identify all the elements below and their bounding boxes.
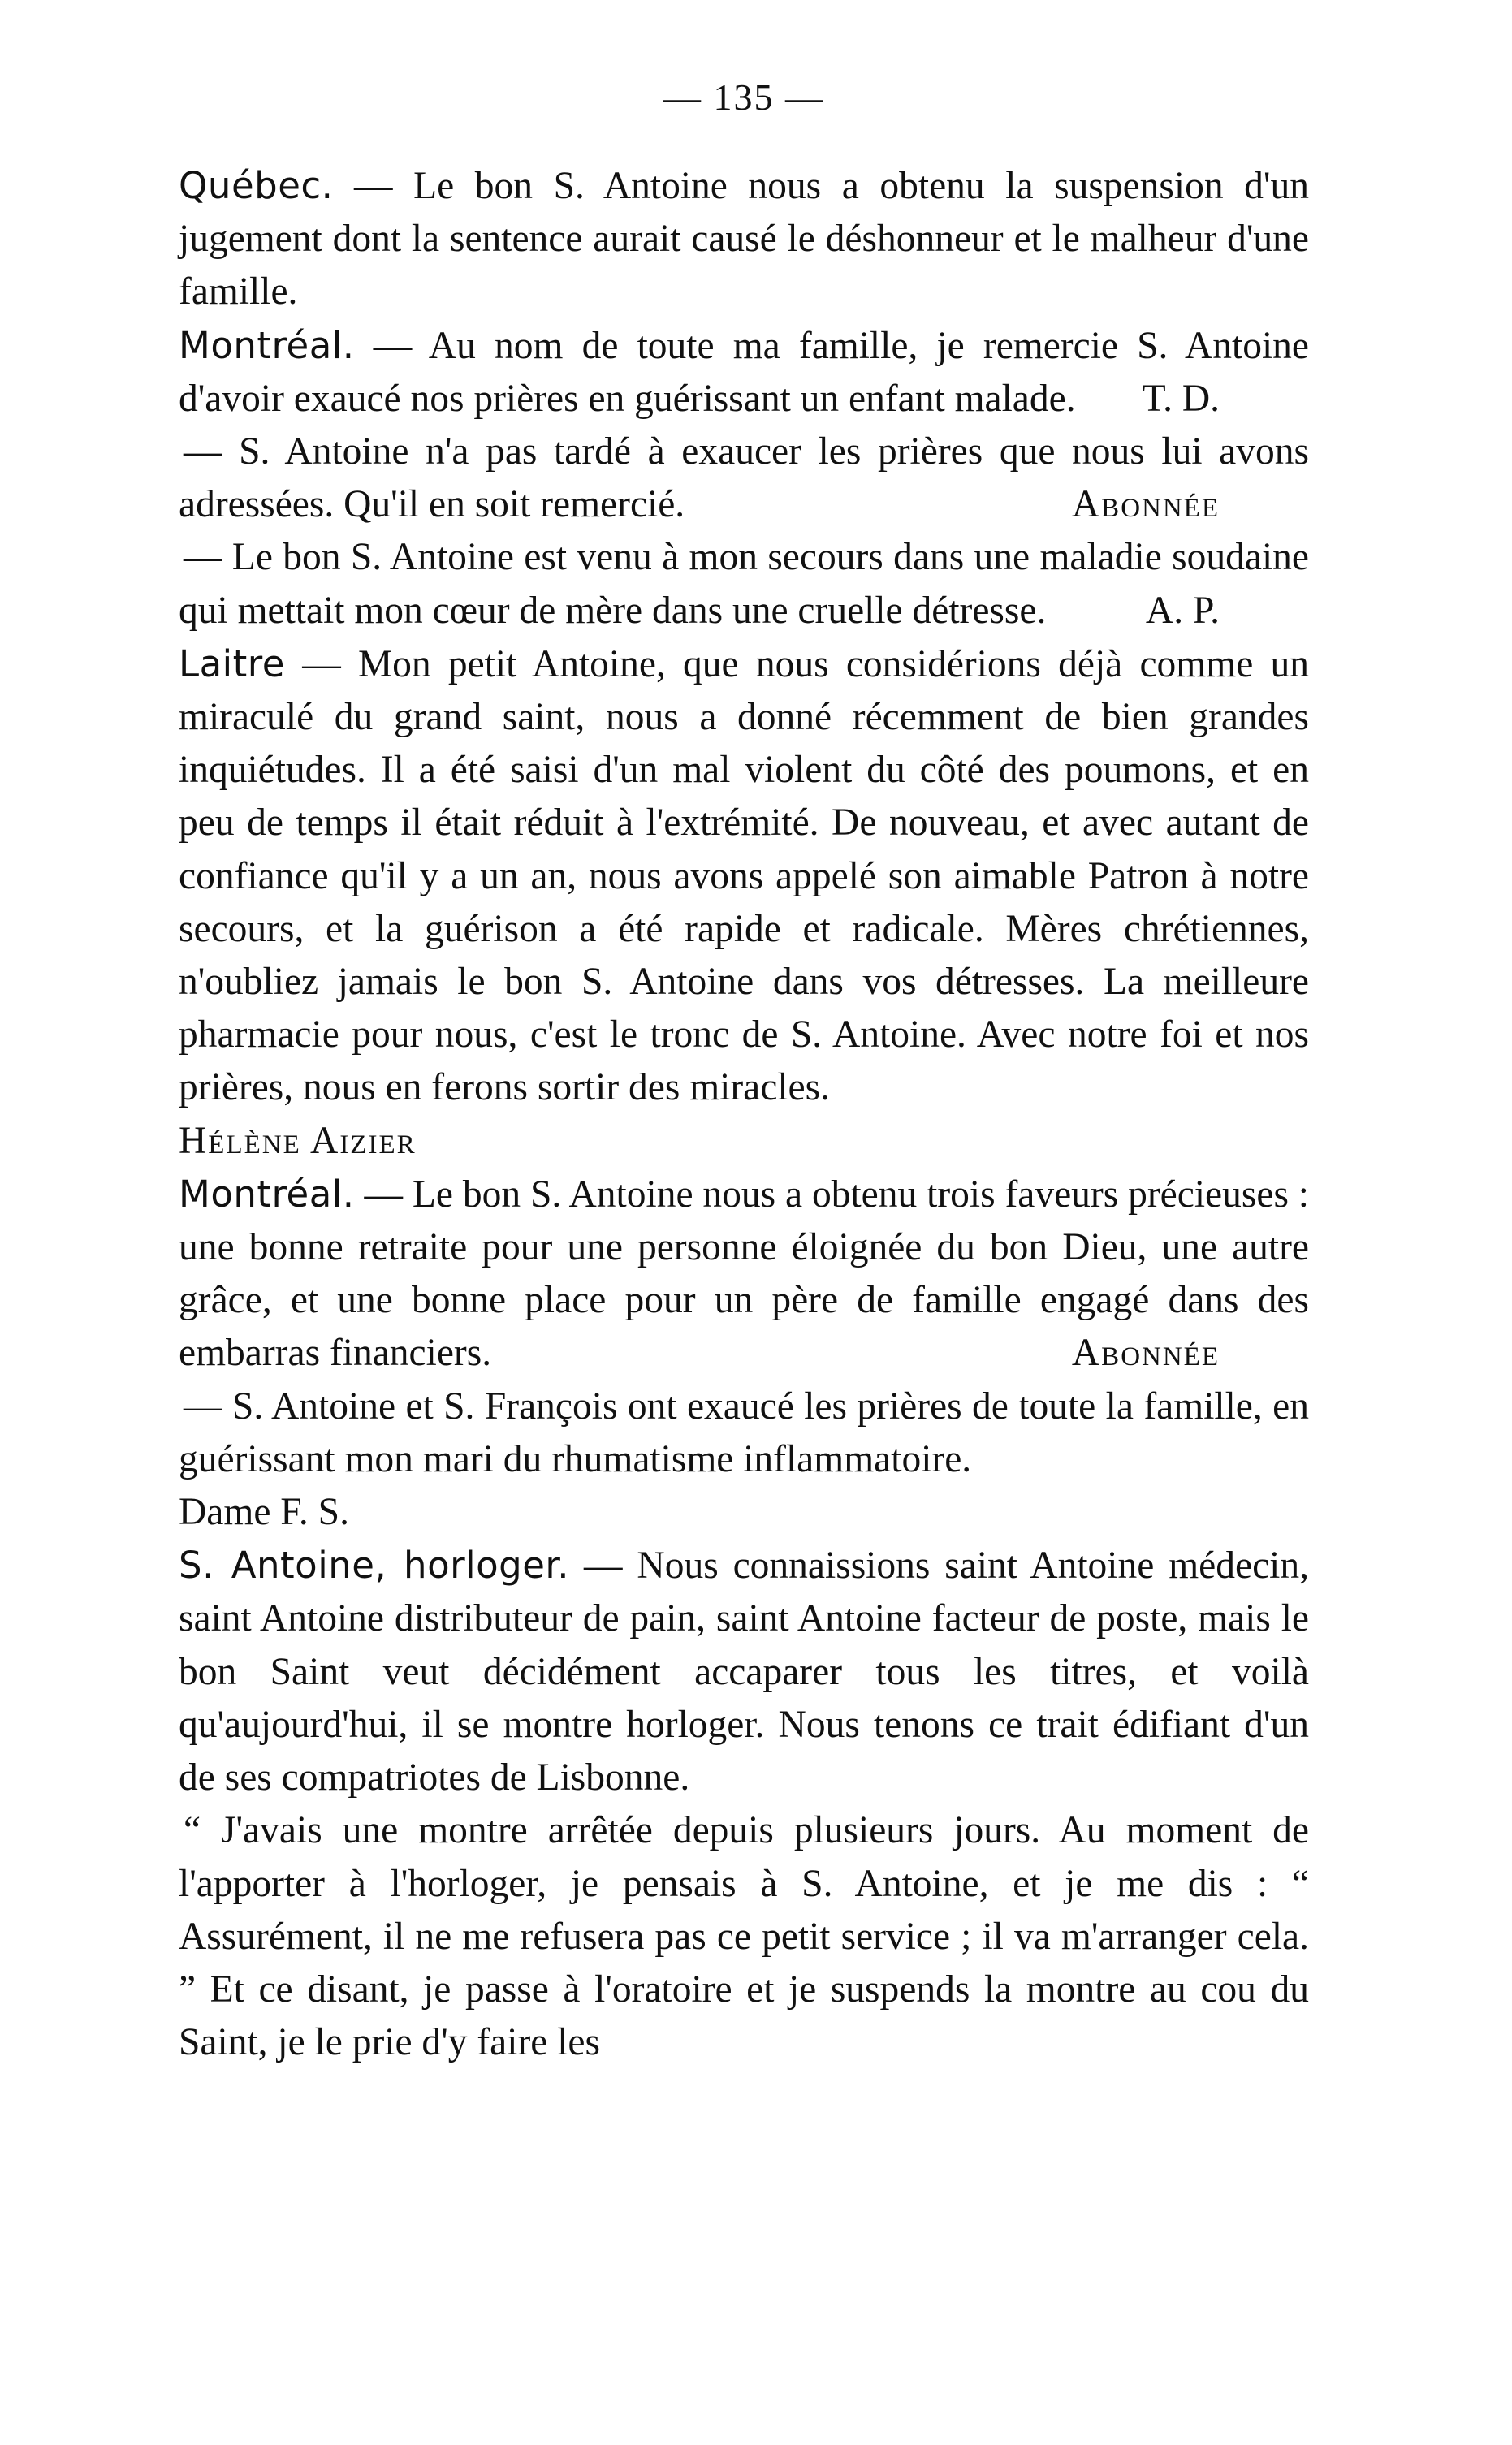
page-number: — 135 — — [663, 76, 824, 118]
signature: Abonnée — [1071, 1332, 1220, 1375]
entry-laitre — [179, 637, 1309, 1115]
signature: Hélène Aizier — [179, 1119, 417, 1162]
entry-text: “ J'avais une montre arrêtée depuis plusieurs jours. Au moment de l'apporter à l'horloger, je pensais à S. Antoine, et je me dis : “ Assurément, il ne me refusera pas ce petit service ; il va m'arranger cela. ” Et ce disant, je passe à l'oratoire et je suspends la montre au cou du Saint, je le prie d'y faire les — [179, 1809, 1309, 2064]
entry-horloger — [179, 1539, 1309, 1804]
place-heading: Québec. — [179, 164, 334, 207]
entry-text: — Le bon S. Antoine nous a obtenu la suspension d'un jugement dont la sentence aurait causé le déshonneur et le malheur d'une famille. — [179, 165, 1309, 313]
entry-text: — Nous connaissions saint Antoine médecin, saint Antoine distributeur de pain, saint Antoine facteur de poste, mais le bon Saint veut décidément accaparer tous les titres, et voilà qu'aujourd'hui, il se montre horloger. Nous tenons ce trait édifiant d'un de ses compatriotes de Lisbonne. — [179, 1544, 1309, 1799]
signature: A. P. — [1145, 589, 1220, 632]
entry-text: — Mon petit Antoine, que nous considérions déjà comme un miraculé du grand saint, nous a donné récemment de bien grandes inquiétudes. Il a été saisi d'un mal violent du côté des poumons, et en peu de temps il était réduit à l'extrémité. De nouveau, et avec autant de confiance qu'il y a un an, nous avons appelé son aimable Patron à notre secours, et la guérison a été rapide et radicale. Mères chrétiennes, n'oubliez jamais le bon S. Antoine dans vos détresses. La meilleure pharmacie pour nous, c'est le tronc de S. Antoine. Avec notre foi et nos prières, nous en ferons sortir des miracles. — [179, 642, 1309, 1109]
signature: Abonnée — [1071, 483, 1220, 526]
signature: T. D. — [1142, 377, 1220, 420]
entry-text: — Le bon S. Antoine est venu à mon secours dans une maladie soudaine qui mettait mon cœur de mère dans une cruelle détresse. — [179, 536, 1309, 632]
entry-montreal-2 — [179, 1168, 1309, 1380]
entry-dash-2 — [179, 531, 1309, 637]
entry-quebec — [179, 159, 1309, 319]
place-heading: Montréal. — [179, 323, 355, 367]
entry-dash-3 — [179, 1380, 1309, 1486]
place-heading: S. Antoine, horloger. — [179, 1544, 570, 1588]
place-heading: Laitre — [179, 641, 285, 685]
entry-montreal-1 — [179, 319, 1309, 425]
place-heading: Montréal. — [179, 1172, 355, 1216]
entry-text: — Le bon S. Antoine nous a obtenu trois faveurs précieuses : une bonne retraite pour une personne éloignée du bon Dieu, une autre grâce, et une bonne place pour un père de famille engagé dans des embarras financiers. — [179, 1173, 1310, 1375]
signature: Dame F. S. — [179, 1491, 349, 1534]
entry-text: — S. Antoine et S. François ont exaucé les prières de toute la famille, en guérissant mon mari du rhumatisme inflammatoire. — [179, 1384, 1309, 1480]
entry-dash-1 — [179, 425, 1309, 531]
entry-text: — Au nom de toute ma famille, je remercie S. Antoine d'avoir exaucé nos prières en guérissant un enfant malade. — [179, 324, 1309, 420]
entry-text: — S. Antoine n'a pas tardé à exaucer les prières que nous lui avons adressées. Qu'il en soit remercié. — [179, 430, 1309, 526]
book-page — [179, 73, 1309, 2069]
entry-quote — [179, 1804, 1309, 2069]
